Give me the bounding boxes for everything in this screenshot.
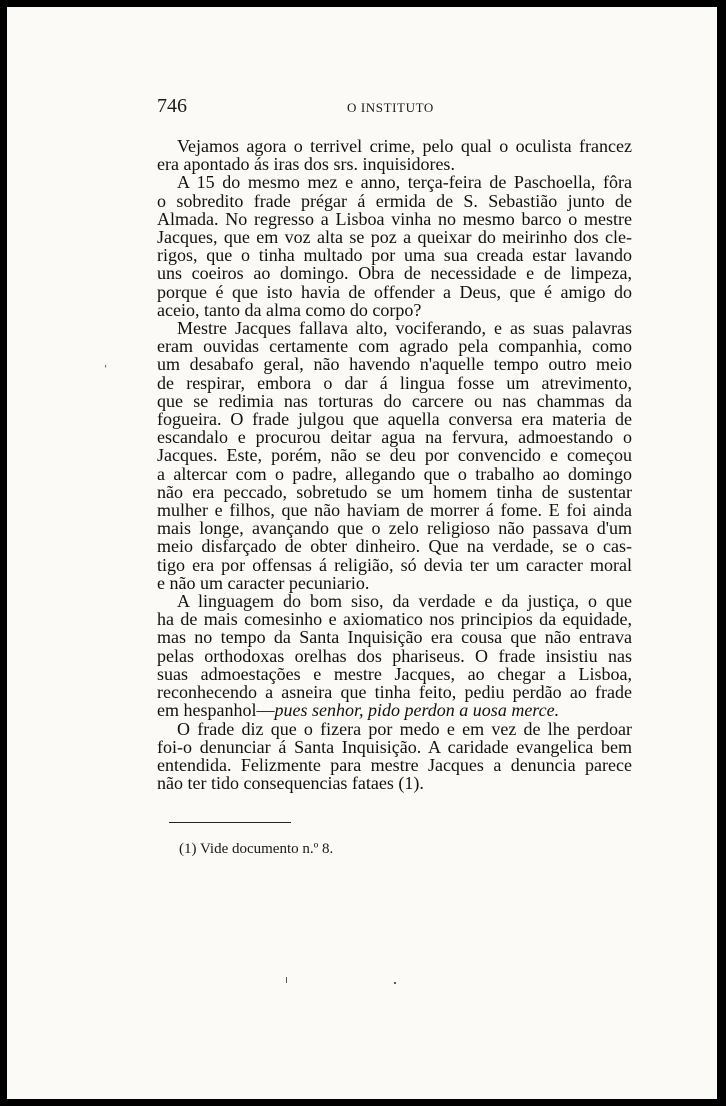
text-line: não ter tido consequencias fataes (1).: [157, 773, 424, 794]
text-line-with-quote: [157, 701, 632, 719]
text-line: não era peccado, sobretudo se um homem tinha de sustentar: [157, 481, 632, 502]
text-line: ha de mais comesinho e axiomatico nos principios da equidade,: [157, 609, 632, 630]
footnote-rule: [169, 822, 291, 823]
text-line: Jacques. Este, porém, não se deu por convencido e começou: [157, 445, 632, 466]
text-line: A linguagem do bom siso, da verdade e da justiça, o que: [177, 591, 632, 612]
text-line: foi-o denunciar á Santa Inquisição. A caridade evangelica bem: [157, 736, 632, 757]
footnote: (1) Vide documento n.º 8.: [179, 841, 334, 857]
text-line: uns coeiros ao domingo. Obra de necessidade e de limpeza,: [157, 263, 632, 284]
text-line: e não um caracter pecuniario.: [157, 572, 370, 593]
text-line: Vejamos agora o terrivel crime, pelo qual o oculista francez: [177, 136, 632, 156]
text-line: mas no tempo da Santa Inquisição era cousa que não entrava: [157, 627, 632, 648]
text-line: pelas orthodoxas orelhas dos phariseus. O frade insistiu nas: [157, 645, 632, 666]
text-line: um desabafo geral, não havendo n'aquelle tempo outro meio: [157, 354, 632, 375]
text-line: fogueira. O frade julgou que aquella conversa era materia de: [157, 409, 632, 430]
text-line: suas admoestações e mestre Jacques, ao chegar a Lisboa,: [157, 663, 632, 684]
page-header: [157, 95, 637, 119]
text-line: meio disfarçado de obter dinheiro. Que na verdade, se o cas-: [157, 536, 632, 557]
text-line: reconhecendo a asneira que tinha feito, pediu perdão ao frade: [157, 682, 632, 703]
body-text: [157, 137, 632, 792]
text-line: Mestre Jacques fallava alto, vociferando, e as suas palavras: [177, 318, 632, 339]
scan-speck: [286, 977, 287, 983]
text-line: a altercar com o padre, allegando que o trabalho ao domingo: [157, 463, 632, 484]
text-line: Jacques, que em voz alta se poz a queixar do meirinho dos cle-: [157, 227, 632, 248]
text-line: Almada. No regresso a Lisboa vinha no mesmo barco o mestre: [157, 208, 632, 229]
spanish-quote: pues senhor, pido perdon a uosa merce.: [274, 700, 560, 721]
text-line: rigos, que o tinha multado por uma sua creada estar lavando: [157, 245, 632, 266]
text-line: escandalo e procurou deitar agua na fervura, admoestando o: [157, 427, 632, 448]
text-line: de respirar, embora o dar á lingua fosse um atrevimento,: [157, 372, 632, 393]
text-line: tigo era por offensas á religião, só devia ter um caracter moral: [157, 554, 632, 575]
text-line: O frade diz que o fizera por medo e em vez de lhe perdoar: [177, 718, 632, 739]
text-line: entendida. Felizmente para mestre Jacques a denuncia parece: [157, 754, 632, 775]
document-page: [7, 7, 717, 1099]
running-title: O INSTITUTO: [347, 100, 434, 115]
text-line-prefix: em hespanhol—: [157, 700, 275, 721]
margin-speck: ˌ: [103, 351, 109, 368]
text-line: era apontado ás iras dos srs. inquisidores.: [157, 154, 455, 175]
text-line: mais longe, avançando que o zelo religioso não passava d'um: [157, 518, 632, 539]
scan-speck: [394, 982, 396, 984]
text-line: aceio, tanto da alma como do corpo?: [157, 299, 422, 320]
text-line: mulher e filhos, que não haviam de morrer á fome. E foi ainda: [157, 500, 632, 521]
text-line: o sobredito frade prégar á ermida de S. Sebastião junto de: [157, 190, 632, 211]
text-line: porque é que isto havia de offender a Deus, que é amigo do: [157, 281, 632, 302]
text-line: que se redimia nas torturas do carcere ou nas chammas da: [157, 390, 632, 411]
page-number: 746: [157, 95, 187, 117]
text-line: A 15 do mesmo mez e anno, terça-feira de Paschoella, fôra: [177, 172, 632, 193]
text-line: eram ouvidas certamente com agrado pela companhia, como: [157, 336, 632, 357]
